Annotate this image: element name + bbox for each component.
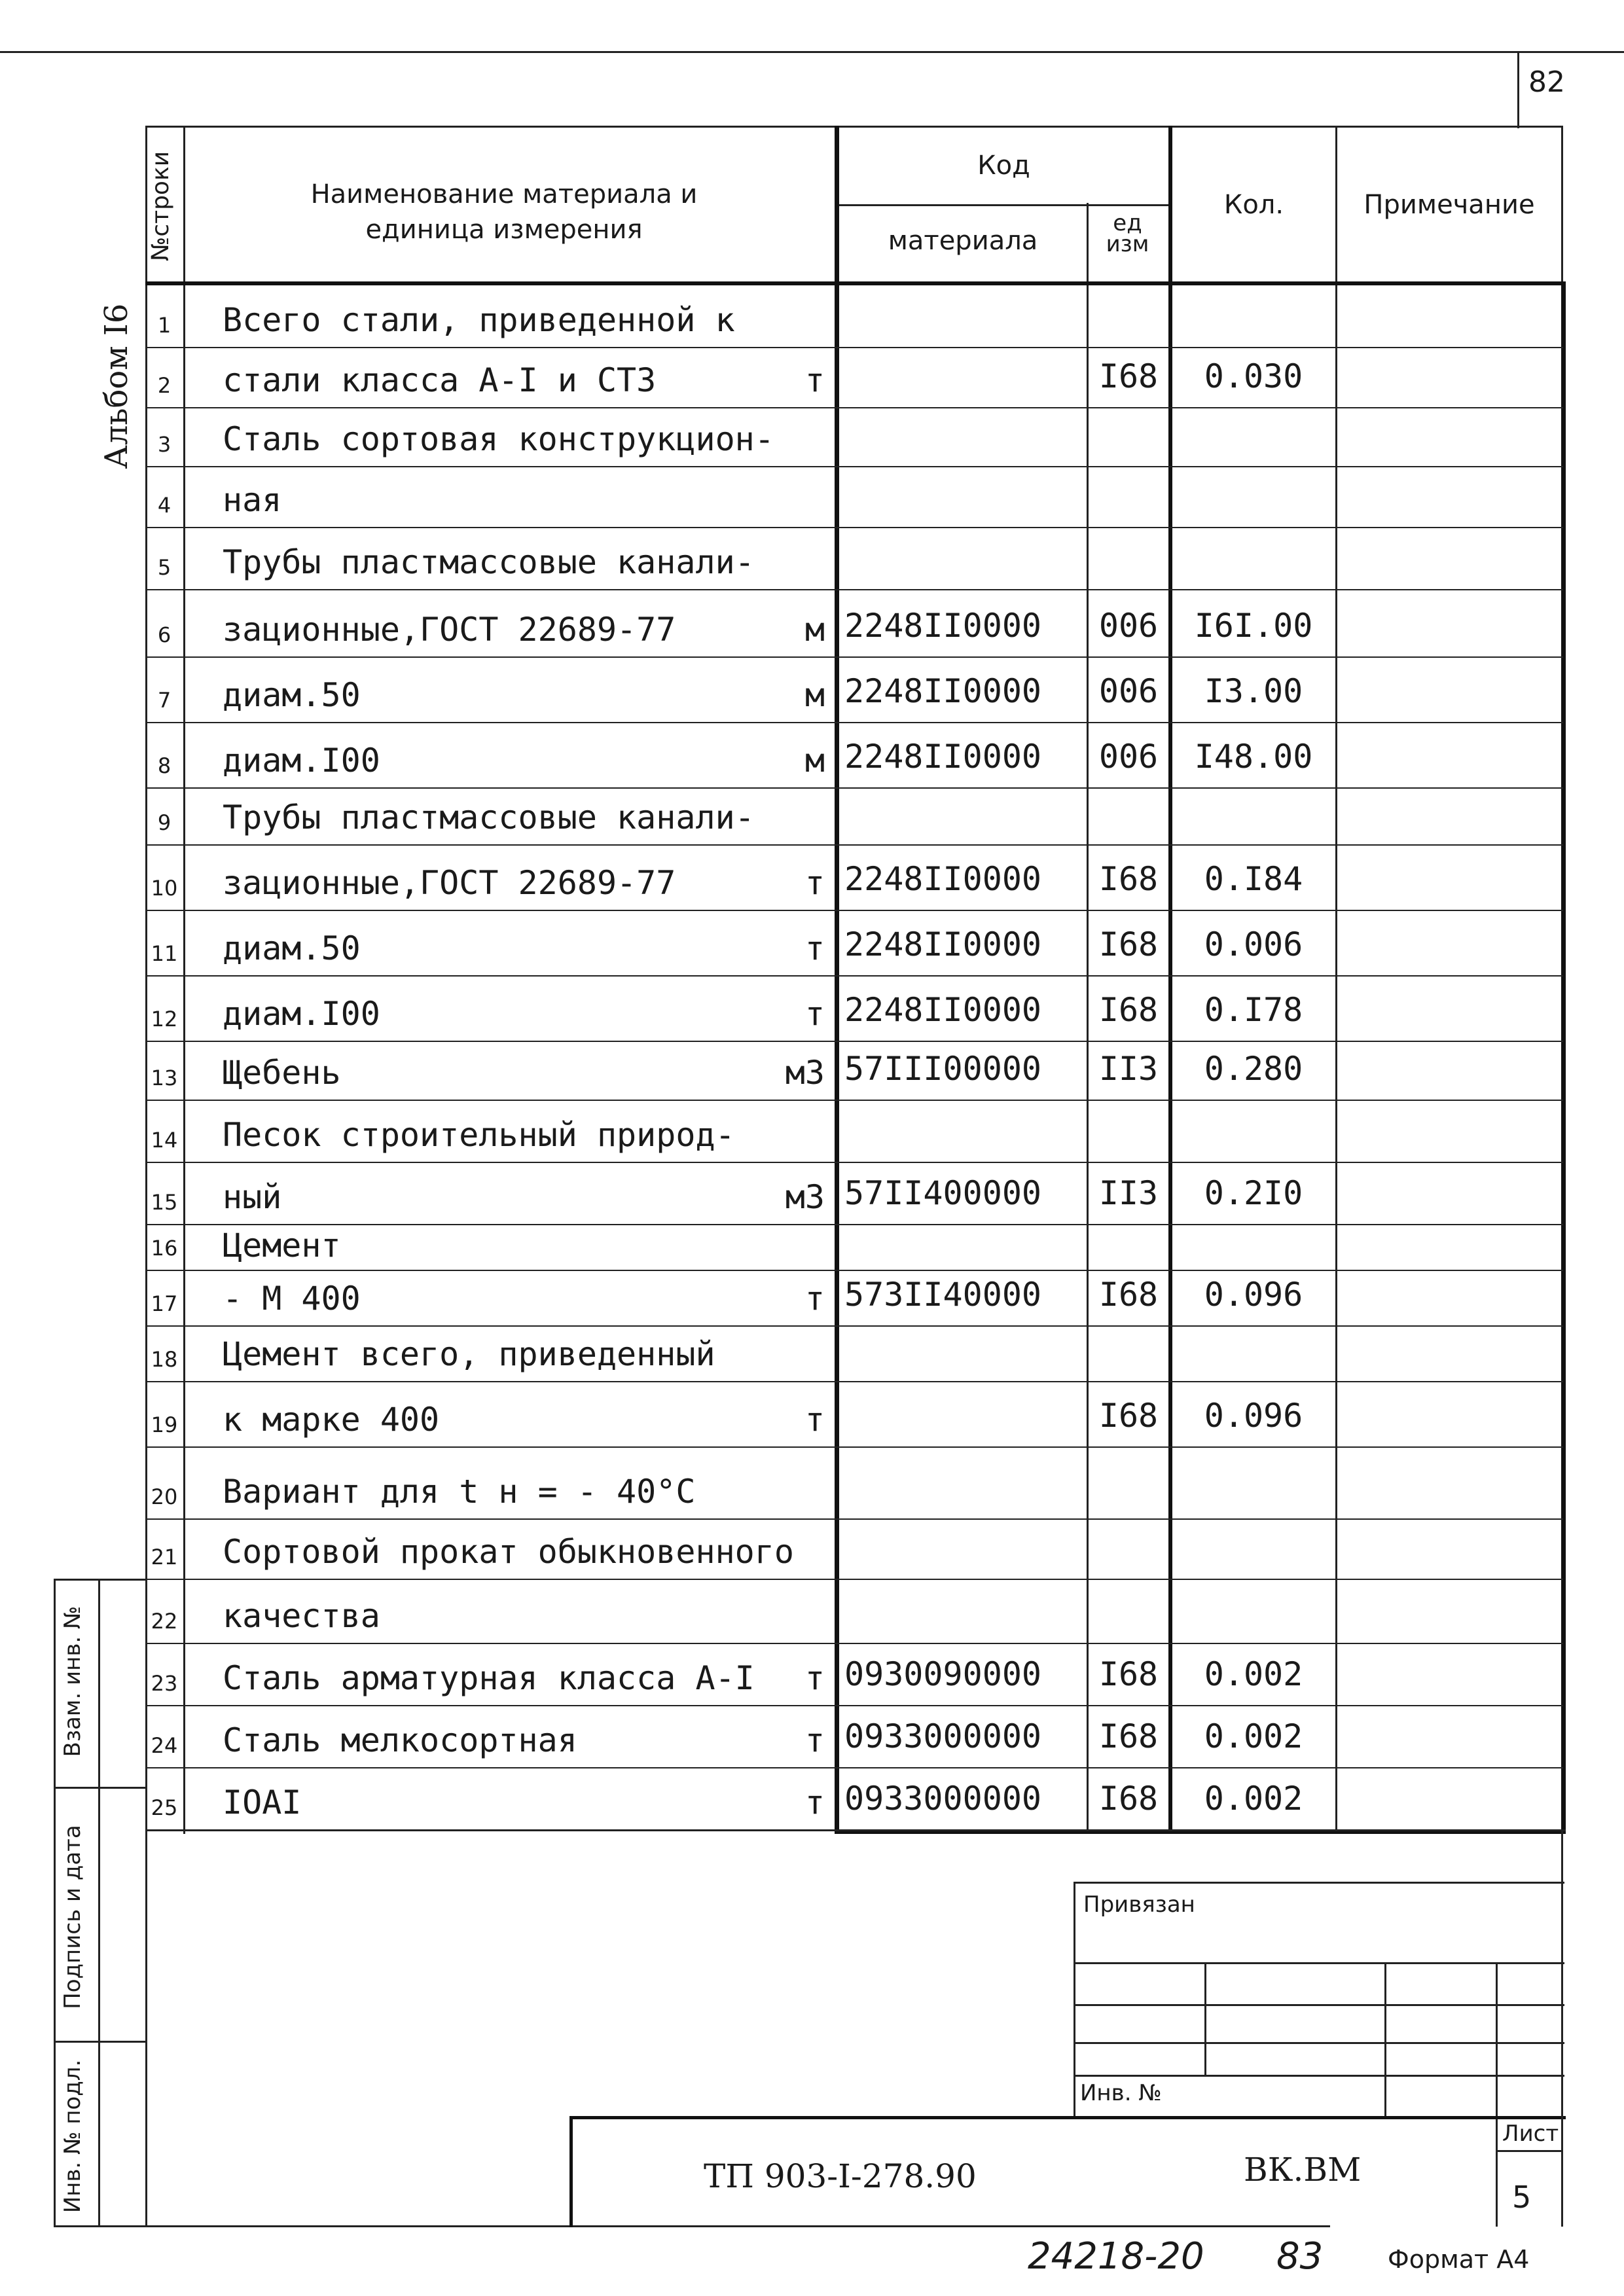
material-name: - М 400 — [223, 1280, 361, 1318]
material-code: 573II40000 — [844, 1276, 1042, 1314]
row-number: 24 — [151, 1733, 178, 1758]
table-row — [0, 527, 1624, 589]
unit-code: I68 — [1098, 1655, 1159, 1693]
material-name: диам.50 — [223, 676, 361, 714]
header-code-unit: ед изм — [1106, 210, 1149, 257]
row-number: 3 — [157, 432, 171, 457]
material-code: 57III00000 — [844, 1050, 1042, 1088]
quantity: I48.00 — [1194, 738, 1313, 776]
table-row — [0, 1579, 1624, 1643]
header-code-material: материала — [888, 226, 1038, 256]
unit-code: I68 — [1098, 1397, 1159, 1435]
material-unit: м — [804, 676, 825, 714]
material-unit: м — [804, 611, 825, 649]
row-number: 25 — [151, 1795, 178, 1820]
row-number: 6 — [157, 622, 171, 647]
doc-code: ТП 903-I-278.90 — [704, 2157, 977, 2195]
quantity: 0.030 — [1204, 357, 1303, 395]
sheet-label: Лист — [1502, 2121, 1559, 2147]
quantity: 0.096 — [1204, 1276, 1303, 1314]
material-name: Трубы пластмассовые канали- — [223, 798, 755, 836]
material-name: зационные,ГОСТ 22689-77 — [223, 864, 676, 902]
row-number: 23 — [151, 1671, 178, 1696]
material-name: Всего стали, приведенной к — [223, 301, 735, 339]
material-unit: т — [804, 1280, 825, 1318]
material-name: Сталь мелкосортная — [223, 1721, 577, 1759]
material-name: диам.I00 — [223, 742, 380, 780]
table-row — [0, 975, 1624, 1041]
material-name: IOAI — [223, 1784, 302, 1821]
footer-format: Формат А4 — [1388, 2245, 1530, 2274]
page-number: 82 — [1528, 65, 1565, 99]
material-name: Цемент всего, приведенный — [223, 1335, 715, 1373]
unit-code: 006 — [1098, 607, 1159, 645]
table-row — [0, 285, 1624, 347]
material-code: 2248II0000 — [844, 738, 1042, 776]
table-row — [0, 1518, 1624, 1579]
table-row — [0, 1705, 1624, 1767]
unit-code: I68 — [1098, 1780, 1159, 1818]
row-number: 16 — [151, 1236, 178, 1261]
material-name: диам.50 — [223, 929, 361, 967]
sheet-number: 5 — [1512, 2179, 1532, 2215]
table-row — [0, 1325, 1624, 1381]
material-code: 2248II0000 — [844, 672, 1042, 710]
table-row — [0, 656, 1624, 722]
material-unit: т — [804, 1659, 825, 1697]
quantity: 0.I84 — [1204, 860, 1303, 898]
material-name: к марке 400 — [223, 1401, 440, 1439]
material-unit: т — [804, 361, 825, 399]
table-row — [0, 787, 1624, 844]
table-row — [0, 407, 1624, 466]
row-number: 20 — [151, 1484, 178, 1509]
quantity: 0.280 — [1204, 1050, 1303, 1088]
material-code: 57II400000 — [844, 1174, 1042, 1212]
row-number: 18 — [151, 1347, 178, 1372]
table-row — [0, 1224, 1624, 1270]
material-name: Песок строительный природ- — [223, 1116, 735, 1154]
inv-no-label: Инв. № — [1080, 2080, 1162, 2106]
row-number: 7 — [157, 688, 171, 713]
material-name: стали класса А-I и СТ3 — [223, 361, 657, 399]
album-label: Альбом I6 — [98, 303, 135, 469]
unit-code: 006 — [1098, 738, 1159, 776]
material-name: Трубы пластмассовые канали- — [223, 543, 755, 581]
row-number: 4 — [157, 493, 171, 518]
unit-code: I68 — [1098, 991, 1159, 1029]
unit-code: II3 — [1098, 1050, 1159, 1088]
table-row — [0, 1100, 1624, 1162]
material-unit: т — [804, 864, 825, 902]
material-code: 0933000000 — [844, 1780, 1042, 1818]
unit-code: I68 — [1098, 1276, 1159, 1314]
material-name: качества — [223, 1597, 380, 1635]
footer-handwritten-number: 24218-20 — [1028, 2235, 1204, 2278]
material-name: Щебень — [223, 1054, 341, 1092]
privyazan-label: Привязан — [1083, 1892, 1195, 1918]
unit-code: I68 — [1098, 357, 1159, 395]
material-name: Цемент — [223, 1227, 341, 1265]
table-row — [0, 589, 1624, 656]
header-row-no: №строки — [147, 151, 174, 262]
side-label-vzam: Взам. инв. № — [60, 1605, 86, 1757]
material-unit: м — [804, 742, 825, 780]
unit-code: 006 — [1098, 672, 1159, 710]
material-unit: т — [804, 1784, 825, 1821]
table-row — [0, 1446, 1624, 1518]
table-row — [0, 1381, 1624, 1446]
quantity: 0.006 — [1204, 925, 1303, 963]
material-unit: т — [804, 1401, 825, 1439]
row-number: 5 — [157, 555, 171, 580]
material-unit: т — [804, 929, 825, 967]
side-label-inv-podl: Инв. № подл. — [60, 2059, 86, 2214]
header-note: Примечание — [1363, 190, 1535, 220]
material-unit: м3 — [785, 1054, 825, 1092]
material-name: Сталь сортовая конструкцион- — [223, 420, 774, 458]
table-row — [0, 466, 1624, 527]
quantity: I3.00 — [1204, 672, 1303, 710]
row-number: 21 — [151, 1545, 178, 1570]
unit-code: II3 — [1098, 1174, 1159, 1212]
material-name: Сталь арматурная класса А-I — [223, 1659, 755, 1697]
quantity: 0.2I0 — [1204, 1174, 1303, 1212]
unit-code: I68 — [1098, 1717, 1159, 1755]
material-code: 0930090000 — [844, 1655, 1042, 1693]
header-code-group: Код — [977, 151, 1030, 181]
material-unit: т — [804, 1721, 825, 1759]
table-row — [0, 1270, 1624, 1325]
table-row — [0, 910, 1624, 975]
material-name: диам.I00 — [223, 995, 380, 1033]
row-number: 13 — [151, 1066, 178, 1090]
unit-code: I68 — [1098, 860, 1159, 898]
row-number: 1 — [157, 313, 171, 338]
material-name: зационные,ГОСТ 22689-77 — [223, 611, 676, 649]
doc-mark: ВК.ВМ — [1244, 2151, 1362, 2189]
row-number: 9 — [157, 810, 171, 835]
material-unit: м3 — [785, 1178, 825, 1216]
page-number-box-left — [1517, 51, 1519, 128]
top-rule — [0, 51, 1624, 53]
material-code: 2248II0000 — [844, 925, 1042, 963]
table-row — [0, 844, 1624, 910]
table-row — [0, 1767, 1624, 1829]
header-qty: Кол. — [1223, 190, 1284, 220]
material-name: ная — [223, 481, 282, 519]
quantity: 0.002 — [1204, 1655, 1303, 1693]
row-number: 11 — [151, 941, 178, 966]
row-number: 14 — [151, 1128, 178, 1153]
row-number: 15 — [151, 1190, 178, 1215]
material-code: 2248II0000 — [844, 860, 1042, 898]
table-row — [0, 1643, 1624, 1705]
footer-page-number: 83 — [1276, 2235, 1324, 2278]
material-name: Сортовой прокат обыкновенного — [223, 1533, 794, 1571]
quantity: 0.002 — [1204, 1717, 1303, 1755]
material-code: 0933000000 — [844, 1717, 1042, 1755]
table-row — [0, 1162, 1624, 1224]
row-number: 19 — [151, 1412, 178, 1437]
row-number: 12 — [151, 1007, 178, 1031]
row-number: 8 — [157, 753, 171, 778]
row-number: 2 — [157, 373, 171, 398]
quantity: 0.I78 — [1204, 991, 1303, 1029]
quantity: 0.096 — [1204, 1397, 1303, 1435]
material-name: Вариант для t н = - 40°С — [223, 1473, 696, 1511]
quantity: 0.002 — [1204, 1780, 1303, 1818]
material-code: 2248II0000 — [844, 991, 1042, 1029]
table-row — [0, 722, 1624, 787]
table-row — [0, 1041, 1624, 1100]
unit-code: I68 — [1098, 925, 1159, 963]
table-row — [0, 347, 1624, 407]
row-number: 22 — [151, 1609, 178, 1634]
side-label-podpis: Подпись и дата — [60, 1825, 86, 2009]
material-name: ный — [223, 1178, 282, 1216]
row-number: 17 — [151, 1291, 178, 1316]
material-unit: т — [804, 995, 825, 1033]
header-name: Наименование материала и единица измерения — [310, 179, 698, 245]
quantity: I6I.00 — [1194, 607, 1313, 645]
row-number: 10 — [151, 876, 178, 901]
material-code: 2248II0000 — [844, 607, 1042, 645]
